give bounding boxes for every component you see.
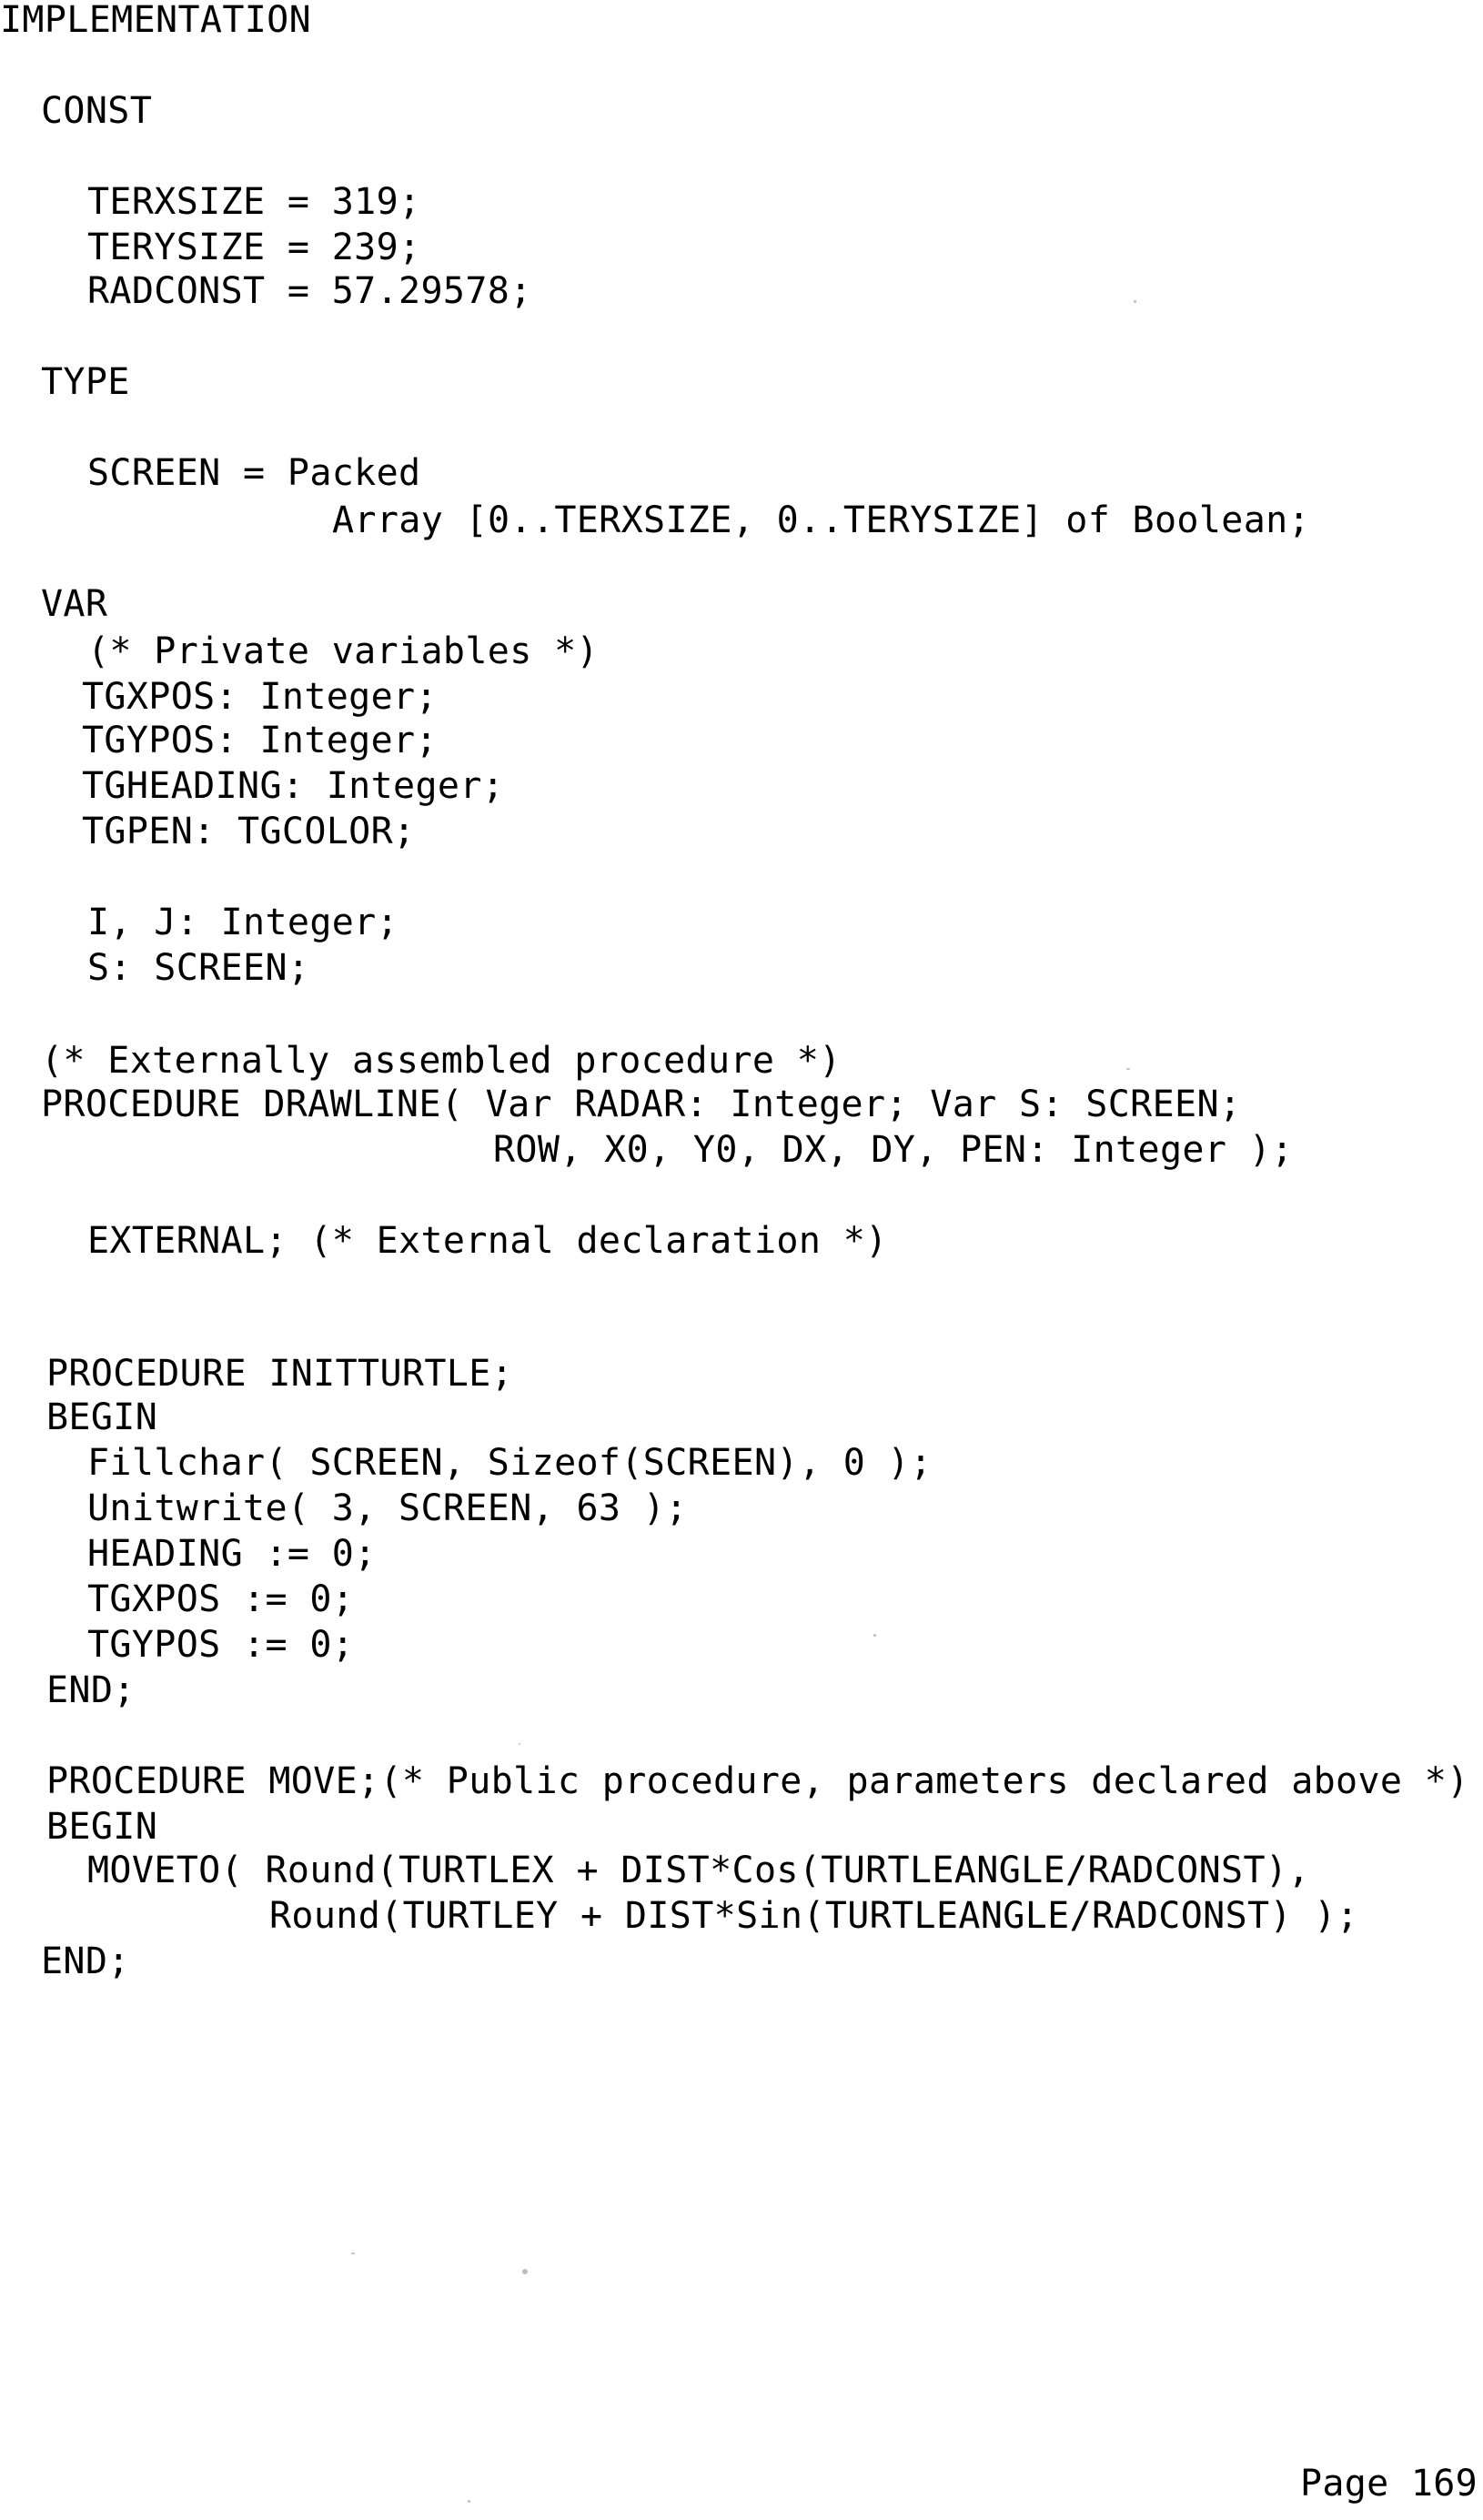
scan-speck	[351, 2253, 355, 2254]
scan-speck	[1126, 1068, 1130, 1070]
scan-speck	[1134, 300, 1136, 303]
drawline-procedure-header: PROCEDURE DRAWLINE( Var RADAR: Integer; Var S: SCREEN;	[41, 1084, 1242, 1125]
scan-speck	[522, 2269, 528, 2274]
type-screen-declaration: SCREEN = Packed	[87, 452, 421, 494]
var-i-j: I, J: Integer;	[87, 902, 399, 943]
unitwrite-statement: Unitwrite( 3, SCREEN, 63 );	[87, 1487, 688, 1529]
initturtle-begin: BEGIN	[46, 1396, 158, 1438]
const-keyword: CONST	[41, 90, 153, 132]
scan-speck	[519, 1743, 520, 1745]
const-radconst: RADCONST = 57.29578;	[87, 270, 532, 312]
moveto-statement-line-2: Round(TURTLEY + DIST*Sin(TURTLEANGLE/RADCONST) );	[269, 1895, 1359, 1937]
scan-speck	[468, 2500, 470, 2503]
drawline-parameters: ROW, X0, Y0, DX, DY, PEN: Integer );	[493, 1129, 1294, 1171]
const-terxsize: TERXSIZE = 319;	[87, 181, 421, 223]
type-keyword: TYPE	[41, 361, 130, 403]
var-tgypos: TGYPOS: Integer;	[82, 720, 438, 761]
var-tgpen: TGPEN: TGCOLOR;	[82, 811, 416, 852]
initturtle-end: END;	[46, 1669, 136, 1711]
heading-assignment: HEADING := 0;	[87, 1533, 377, 1575]
const-terysize: TERYSIZE = 239;	[87, 227, 421, 268]
var-tgheading: TGHEADING: Integer;	[82, 765, 505, 807]
external-procedure-comment: (* Externally assembled procedure *)	[41, 1040, 842, 1082]
var-tgxpos: TGXPOS: Integer;	[82, 676, 438, 718]
initturtle-procedure-header: PROCEDURE INITTURTLE;	[46, 1353, 514, 1395]
move-procedure-header: PROCEDURE MOVE;(* Public procedure, parameters declared above *)	[46, 1760, 1469, 1802]
moveto-statement-line-1: MOVETO( Round(TURTLEX + DIST*Cos(TURTLEANGLE/RADCONST),	[87, 1850, 1310, 1891]
implementation-keyword: IMPLEMENTATION	[0, 0, 312, 41]
scan-speck	[873, 1634, 876, 1637]
var-keyword: VAR	[41, 583, 108, 625]
move-end: END;	[41, 1940, 130, 1982]
external-declaration: EXTERNAL; (* External declaration *)	[87, 1220, 888, 1262]
move-begin: BEGIN	[46, 1806, 158, 1848]
fillchar-statement: Fillchar( SCREEN, Sizeof(SCREEN), 0 );	[87, 1442, 933, 1484]
private-variables-comment: (* Private variables *)	[87, 630, 599, 672]
tgxpos-assignment: TGXPOS := 0;	[87, 1578, 355, 1620]
type-screen-array: Array [0..TERXSIZE, 0..TERYSIZE] of Boolean;	[332, 499, 1311, 541]
tgypos-assignment: TGYPOS := 0;	[87, 1624, 355, 1666]
page-number: Page 169	[1299, 2463, 1478, 2505]
var-s: S: SCREEN;	[87, 947, 310, 989]
